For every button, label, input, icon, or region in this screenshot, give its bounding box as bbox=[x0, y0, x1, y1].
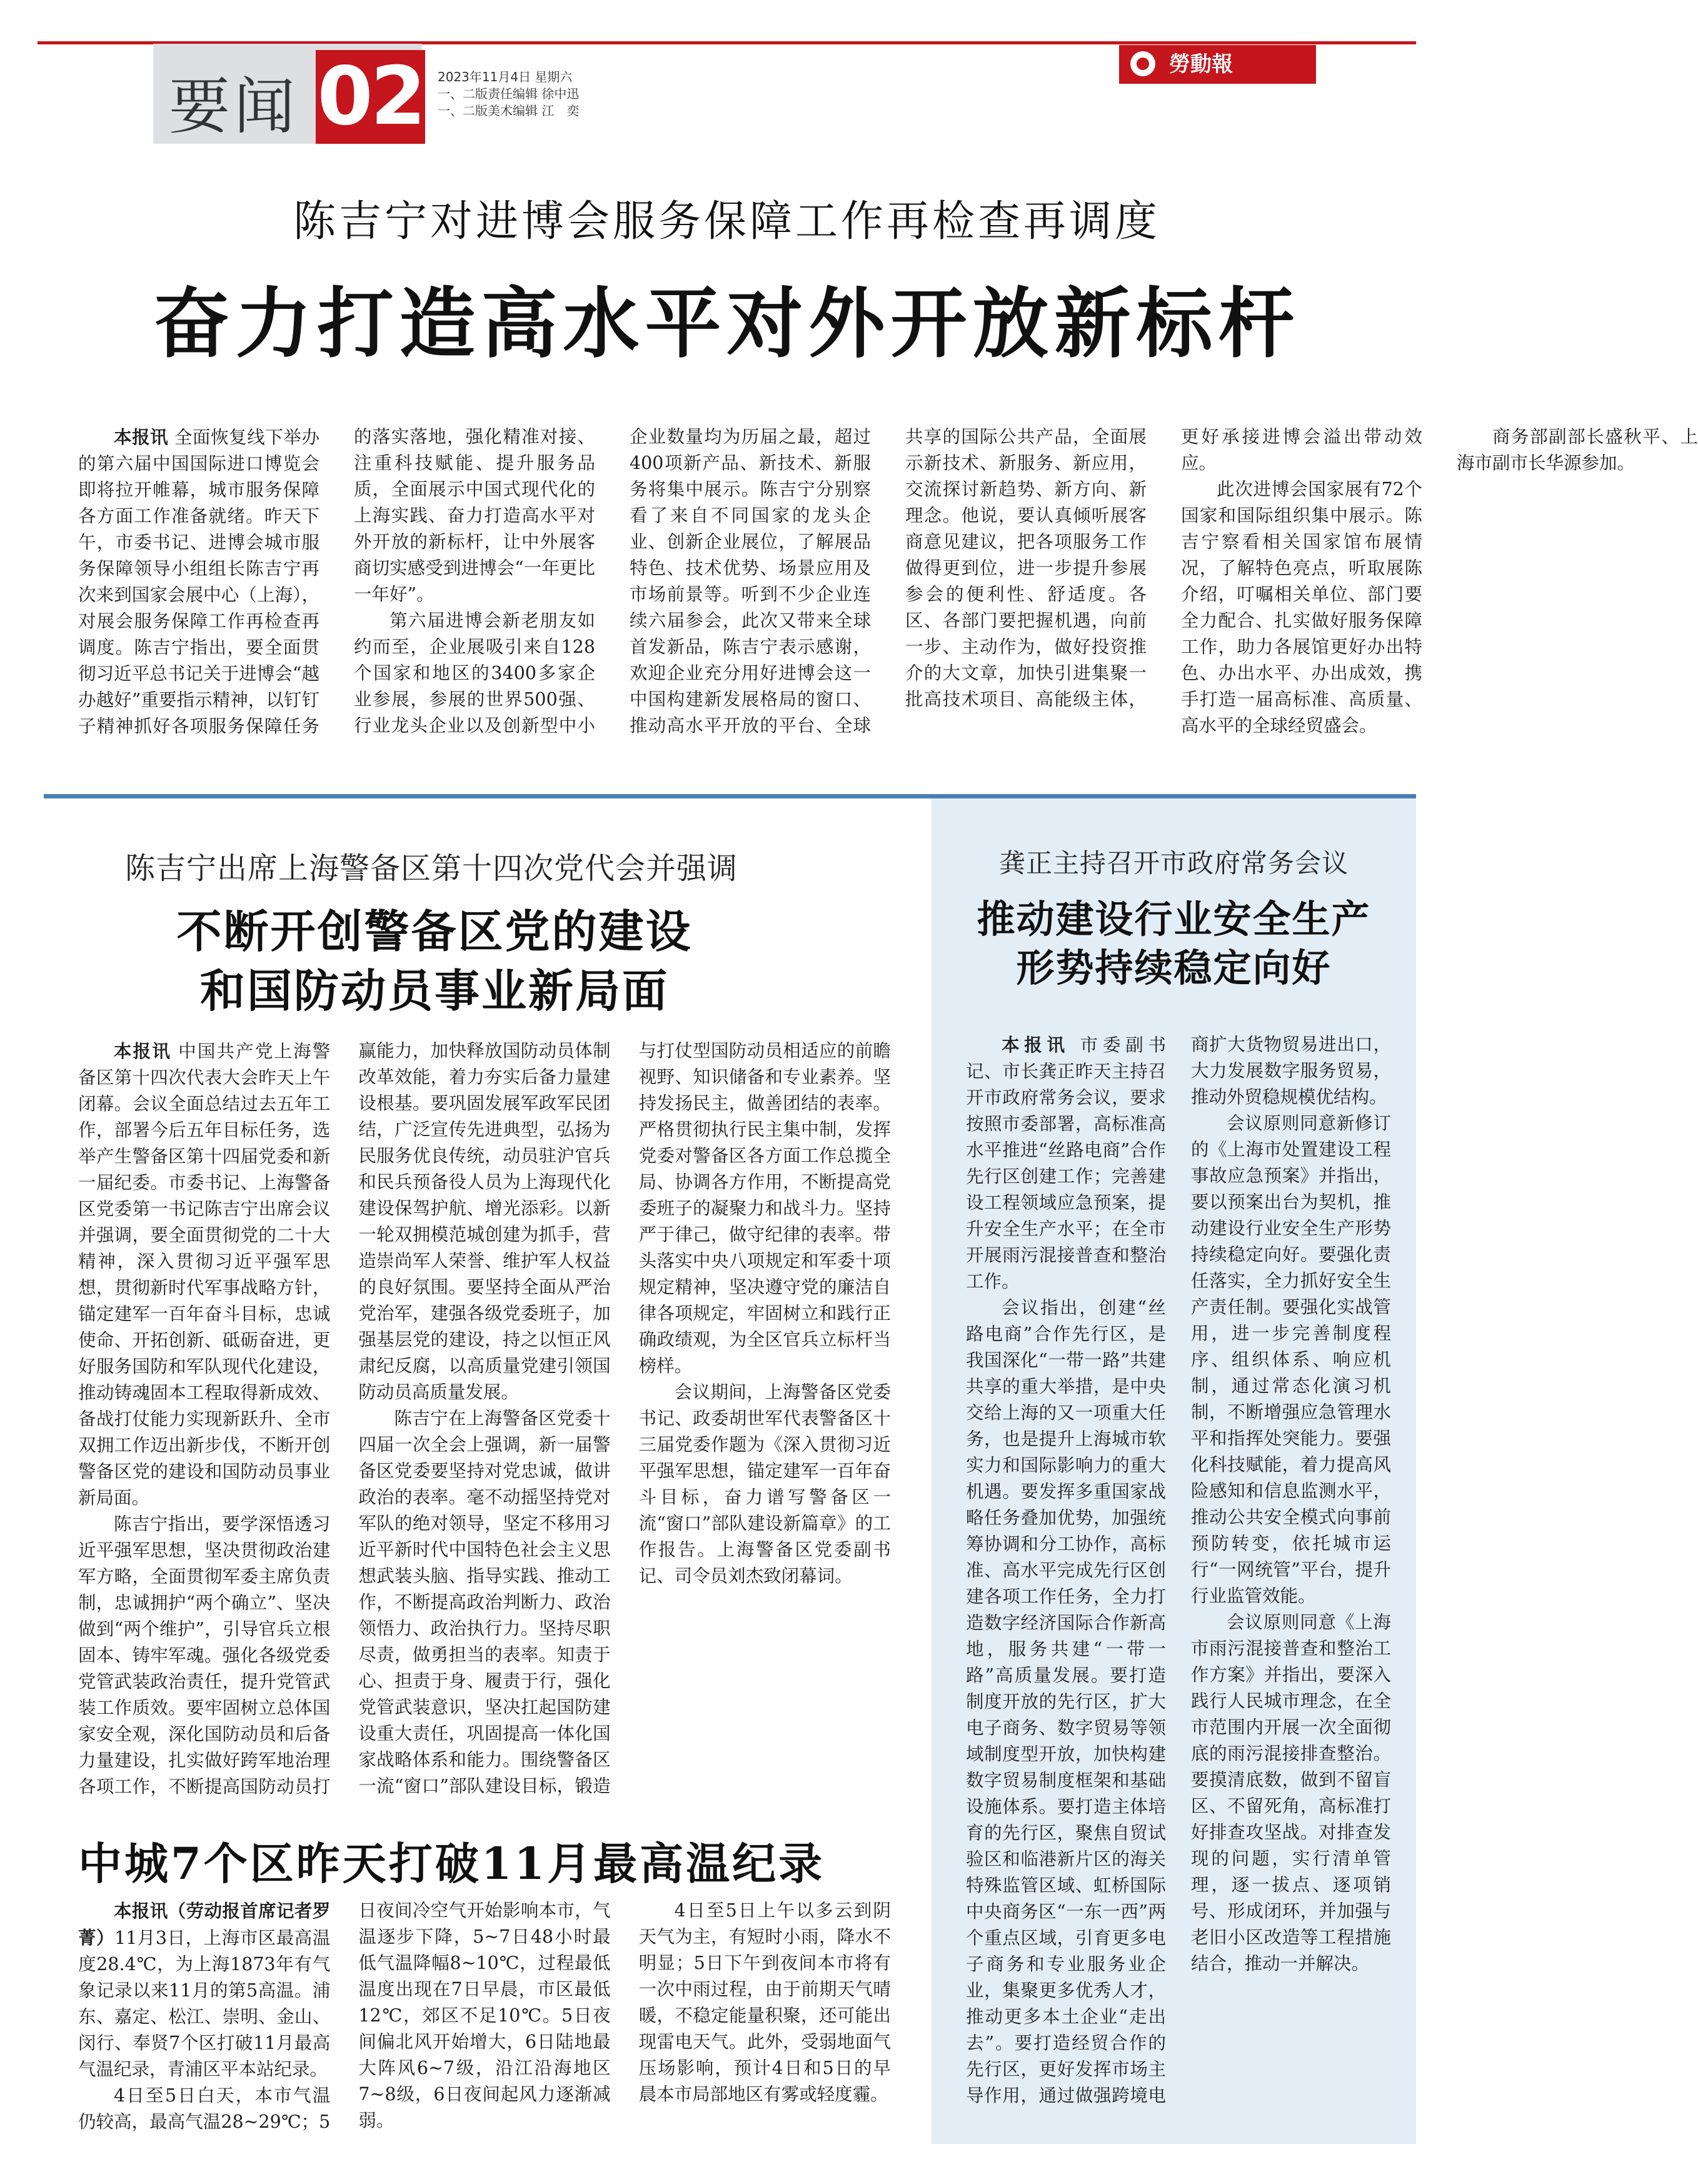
logo-mark-inner-icon bbox=[1137, 58, 1149, 70]
story3-paragraph-1: 本报讯（劳动报首席记者罗菁）11月3日，上海市区最高温度28.4℃，为上海1873年有气象记录以来11月的第5高温。浦东、嘉定、松江、崇明、金山、闵行、奉贤7个区打破11月最高气温纪录，青浦区平本站纪录。 bbox=[78, 1900, 331, 2080]
lead-paragraph-4: 商务部副部长盛秋平、上海市副市长华源参加。 bbox=[1457, 426, 1698, 473]
page-number: 02 bbox=[316, 50, 425, 144]
story2-headline-line2: 和国防动员事业新局面 bbox=[199, 964, 669, 1017]
responsible-editor: 一、二版责任编辑 徐中迅 bbox=[438, 86, 580, 101]
sidebar-headline-line1: 推动建设行业安全生产 bbox=[977, 897, 1371, 942]
section-divider bbox=[44, 794, 1416, 798]
story3-paragraph-3: 4日至5日上午以多云到阴天气为主，有短时小雨，降水不明显；5日下午到夜间本市将有一次中雨过程，由于前期天气晴暖，不稳定能量积聚，还可能出现雷电天气。此外，受弱地面气压场影响，预计4日和5日的早晨本市局部地区有雾或轻度霾。 bbox=[638, 1900, 891, 2105]
story2-article-body bbox=[78, 1038, 891, 1819]
lead-paragraph-3: 此次进博会国家展有72个国家和国际组织集中展示。陈吉宁察看相关国家馆布展情况，了解特色亮点，听取展陈介绍，叮嘱相关单位、部门要全力配合、扎实做好服务保障工作，助力各展馆更好办出特色、办出水平、办出成效，携手打造一届高标准、高质量、高水平的全球经贸盛会。 bbox=[1181, 479, 1422, 736]
issue-meta bbox=[438, 69, 579, 119]
art-editor: 一、二版美术编辑 江 奕 bbox=[438, 103, 580, 118]
story2-byline: 本报讯 bbox=[114, 1040, 171, 1062]
lead-subtitle: 陈吉宁对进博会服务保障工作再检查再调度 bbox=[293, 197, 1160, 246]
story3-article-body bbox=[78, 1898, 891, 2148]
story3-headline: 中城7个区昨天打破11月最高温纪录 bbox=[78, 1838, 825, 1890]
sidebar-headline bbox=[932, 895, 1416, 993]
sidebar-subtitle: 龚正主持召开市政府常务会议 bbox=[998, 848, 1349, 878]
lead-paragraph-1: 本报讯 全面恢复线下举办的第六届中国国际进口博览会即将拉开帷幕，城市服务保障各方面工作准备就绪。昨天下午，市委书记、进博会城市服务保障领导小组组长陈吉宁再次来到国家会展中心（上海），对展会服务保障工作再检查再调度。陈吉宁指出，要全面贯彻习近平总书记关于进博会“越办越好”重要指示精神，以钉钉子精神抓好各项服务保障任务的落实落地，强化精准对接、注重科技赋能、提升服务品质，全面展示中国式现代化的上海实践、奋力打造高水平对外开放的新标杆，让中外展客商切实感受到进博会“一年更比一年好”。 bbox=[78, 426, 595, 737]
sidebar-paragraph-4: 会议原则同意《上海市雨污混接普查和整治工作方案》并指出，要深入践行人民城市理念，在全市范围内开展一次全面彻底的雨污混接排查整治。要摸清底数，做到不留盲区、不留死角，高标准打好排查攻坚战。对排查发现的问题，实行清单管理，逐一拔点、逐项销号、形成闭环，并加强与老旧小区改造等工程措施结合，推动一并解决。 bbox=[1191, 1612, 1391, 1974]
story2-subtitle: 陈吉宁出席上海警备区第十四次党代会并强调 bbox=[125, 851, 738, 886]
lead-headline: 奋力打造高水平对外开放新标杆 bbox=[153, 278, 1300, 368]
story2-paragraph-1: 本报讯 中国共产党上海警备区第十四次代表大会昨天上午闭幕。会议全面总结过去五年工作，部署今后五年目标任务，选举产生警备区第十四届党委和新一届纪委。市委书记、上海警备区党委第一书记陈吉宁出席会议并强调，要全面贯彻党的二十大精神，深入贯彻习近平强军思想，贯彻新时代军事战略方针，锚定建军一百年奋斗目标，忠诚使命、开拓创新、砥砺奋进，更好服务国防和军队现代化建设，推动铸魂固本工程取得新成效、备战打仗能力实现新跃升、全市双拥工作迈出新步伐，不断开创警备区党的建设和国防动员事业新局面。 bbox=[78, 1040, 331, 1508]
sidebar-paragraph-1: 本报讯 市委副书记、市长龚正昨天主持召开市政府常务会议，要求按照市委部署，高标准高水平推进“丝路电商”合作先行区创建工作；完善建设工程领域应急预案，提升安全生产水平；在全市开展雨污混接普查和整治工作。 bbox=[966, 1034, 1166, 1292]
story2-paragraph-3: 陈吉宁在上海警备区党委十四届一次全会上强调，新一届警备区党委要坚持对党忠诚，做讲政治的表率。毫不动摇坚持党对军队的绝对领导，坚定不移用习近平新时代中国特色社会主义思想武装头脑、指导实践、推动工作，不断提高政治判断力、政治领悟力、政治执行力。坚持尽职尽责，做勇担当的表率。知责于心、担责于身、履责于行，强化党管武装意识，坚决扛起国防建设重大责任，巩固提高一体化国家战略体系和能力。围绕警备区一流“窗口”部队建设目标，锻造与打仗型国防动员相适应的前瞻视野、知识储备和专业素养。坚持发扬民主，做善团结的表率。严格贯彻执行民主集中制，发挥党委对警备区各方面工作总揽全局、协调各方作用，不断提高党委班子的凝聚力和战斗力。坚持严于律己，做守纪律的表率。带头落实中央八项规定和军委十项规定精神，坚决遵守党的廉洁自律各项规定，牢固树立和践行正确政绩观，为全区官兵立标杆当榜样。 bbox=[358, 1040, 891, 1796]
issue-date: 2023年11月4日 星期六 bbox=[438, 69, 573, 84]
sidebar-article-body bbox=[966, 1032, 1391, 2132]
story2-headline bbox=[75, 902, 794, 1020]
sidebar-paragraph-3: 会议原则同意新修订的《上海市处置建设工程事故应急预案》并指出，要以预案出台为契机，推动建设行业安全生产形势持续稳定向好。要强化责任落实，全力抓好安全生产责任制。要强化实战管用，进一步完善制度程序、组织体系、响应机制，通过常态化演习机制，不断增强应急管理水平和指挥处突能力。要强化科技赋能，着力提高风险感知和信息监测水平，推动公共安全模式向事前预防转变，依托城市运行“一网统管”平台，提升行业监管效能。 bbox=[1191, 1113, 1391, 1606]
story2-paragraph-2: 陈吉宁指出，要学深悟透习近平强军思想，坚决贯彻政治建军方略，全面贯彻军委主席负责制，忠诚拥护“两个确立”、坚决做到“两个维护”，引导官兵立根固本、铸牢军魂。强化各级党委党管武装政治责任，提升党管武装工作质效。要牢固树立总体国家安全观，深化国防动员和后备力量建设，扎实做好跨军地治理各项工作，不断提高国防动员打赢能力，加快释放国防动员体制改革效能，着力夯实后备力量建设根基。要巩固发展军政军民团结，广泛宣传先进典型，弘扬为民服务优良传统，动员驻沪官兵和民兵预备役人员为上海现代化建设保驾护航、增光添彩。以新一轮双拥模范城创建为抓手，营造崇尚军人荣誉、维护军人权益的良好氛围。要坚持全面从严治党治军，建强各级党委班子，加强基层党的建设，持之以恒正风肃纪反腐，以高质量党建引领国防动员高质量发展。 bbox=[78, 1040, 611, 1797]
section-title: 要闻 bbox=[169, 71, 299, 143]
story2-headline-line1: 不断开创警备区党的建设 bbox=[176, 905, 693, 958]
story3-byline: 本报讯（劳动报首席记者罗菁） bbox=[78, 1900, 331, 1948]
lead-article-body bbox=[78, 424, 1698, 749]
lead-byline: 本报讯 bbox=[114, 426, 169, 448]
sidebar-headline-line2: 形势持续稳定向好 bbox=[1016, 946, 1332, 990]
story2-paragraph-4: 会议期间，上海警备区党委书记、政委胡世军代表警备区十三届党委作题为《深入贯彻习近平强军思想，锚定建军一百年奋斗目标，奋力谱写警备区一流“窗口”部队建设新篇章》的工作报告。上海警备区党委副书记、司令员刘杰致闭幕词。 bbox=[638, 1382, 891, 1586]
lead-paragraph-2: 第六届进博会新老朋友如约而至，企业展吸引来自128个国家和地区的3400多家企业参展，参展的世界500强、行业龙头企业以及创新型中小企业数量均为历届之最，超过400项新产品、新技术、新服务将集中展示。陈吉宁分别察看了来自不同国家的龙头企业、创新企业展位，了解展品特色、技术优势、场景应用及市场前景等。听到不少企业连续六届参会，此次又带来全球首发新品，陈吉宁表示感谢，欢迎企业充分用好进博会这一中国构建新发展格局的窗口、推动高水平开放的平台、全球共享的国际公共产品，全面展示新技术、新服务、新应用，交流探讨新趋势、新方向、新理念。他说，要认真倾听展客商意见建议，把各项服务工作做得更到位，进一步提升参展参会的便利性、舒适度。各区、各部门要把握机遇，向前一步、主动作为，做好投资推介的大文章，加快引进集聚一批高技术项目、高能级主体，更好承接进博会溢出带动效应。 bbox=[354, 426, 1422, 736]
newspaper-logo: 勞動報 bbox=[1119, 45, 1316, 84]
story3-paragraph-2: 4日至5日白天，本市气温仍较高，最高气温28~29℃；5日夜间冷空气开始影响本市，气温逐步下降，5~7日48小时最低气温降幅8~10℃，过程最低温度出现在7日早晨，市区最低12℃，郊区不足10℃。5日夜间偏北风开始增大，6日陆地最大阵风6~7级，沿江沿海地区7~8级，6日夜间起风力逐渐减弱。 bbox=[78, 1900, 611, 2132]
sidebar-paragraph-2: 会议指出，创建“丝路电商”合作先行区，是我国深化“一带一路”共建共享的重大举措，是中央交给上海的又一项重大任务，也是提升上海城市软实力和国际影响力的重大机遇。要发挥多重国家战略任务叠加优势，加强统筹协调和分工协作，高标准、高水平完成先行区创建各项工作任务，全力打造数字经济国际合作新高地，服务共建“一带一路”高质量发展。要打造制度开放的先行区，扩大电子商务、数字贸易等领域制度型开放，加快构建数字贸易制度框架和基础设施体系。要打造主体培育的先行区，聚焦自贸试验区和临港新片区的海关特殊监管区域、虹桥国际中央商务区“一东一西”两个重点区域，引育更多电子商务和专业服务业企业，集聚更多优秀人才，推动更多本土企业“走出去”。要打造经贸合作的先行区，更好发挥市场主导作用，通过做强跨境电商扩大货物贸易进出口，大力发展数字服务贸易，推动外贸稳规模优结构。 bbox=[966, 1034, 1391, 2106]
sidebar-byline: 本报讯 bbox=[1002, 1034, 1070, 1055]
